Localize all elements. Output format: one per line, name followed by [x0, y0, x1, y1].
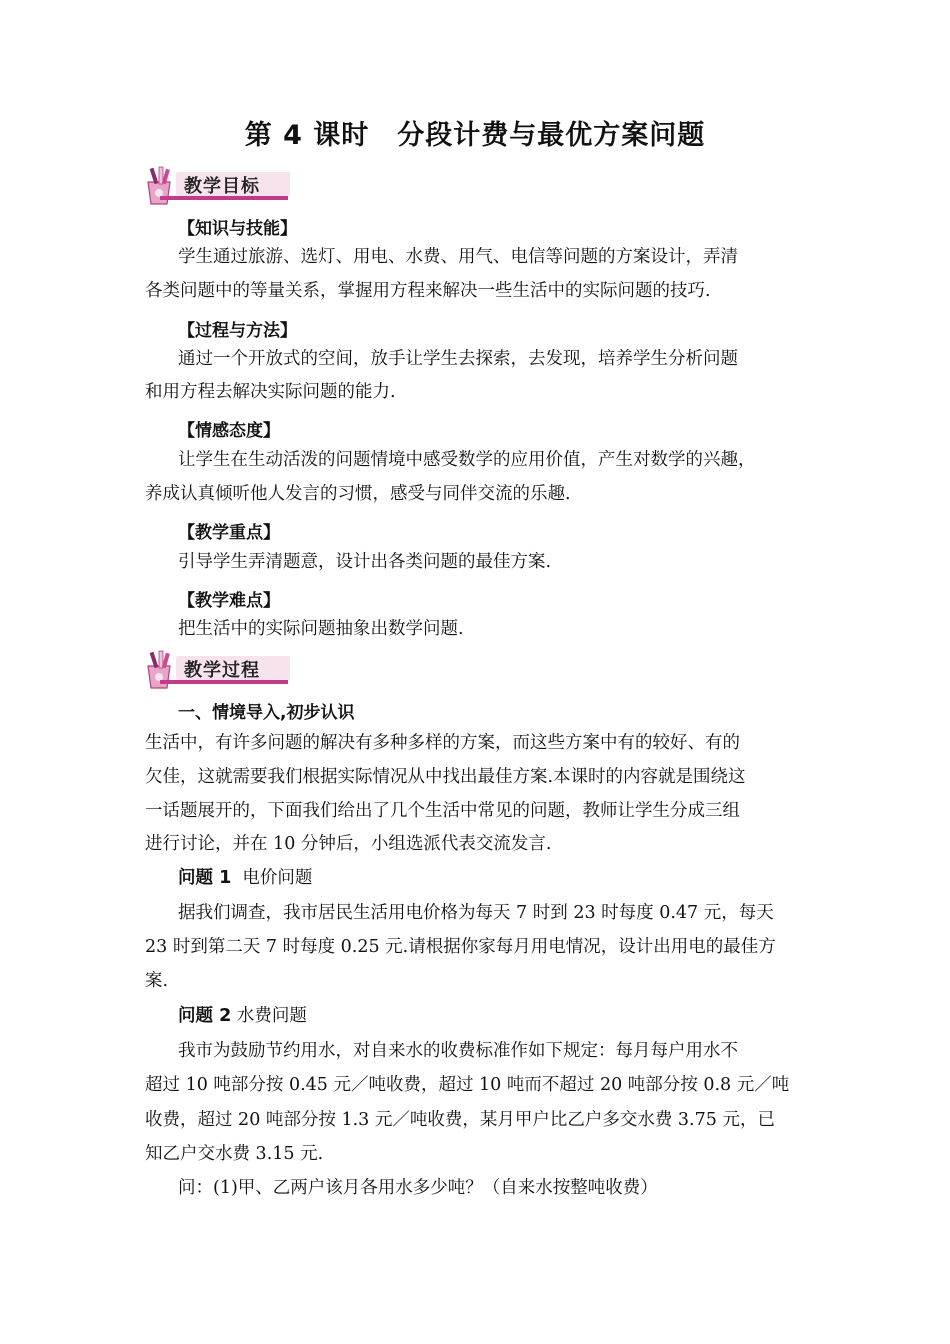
paragraph-line: 各类问题中的等量关系，掌握用方程来解决一些生活中的实际问题的技巧. — [145, 281, 711, 301]
heading-attitude: 【情感态度】 — [178, 421, 280, 441]
paragraph-line: 引导学生弄清题意，设计出各类问题的最佳方案. — [178, 552, 552, 572]
lesson-topic: 分段计费与最优方案问题 — [397, 120, 706, 151]
problem-2-heading — [178, 999, 307, 1033]
problem-title: 水费问题 — [236, 1006, 307, 1026]
paragraph-line: 超过 10 吨部分按 0.45 元／吨收费，超过 10 吨而不超过 20 吨部分按 0.8 元／吨 — [145, 1075, 790, 1095]
page-title — [0, 113, 950, 152]
heading-key-points: 【教学重点】 — [178, 523, 280, 543]
paragraph-line: 一话题展开的，下面我们给出了几个生活中常见的问题，教师让学生分成三组 — [145, 801, 740, 821]
paragraph-line: 进行讨论，并在 10 分钟后，小组选派代表交流发言. — [145, 834, 552, 854]
banner-label: 教学目标 — [184, 176, 260, 197]
paragraph-line: 据我们调查，我市居民生活用电价格为每天 7 时到 23 时每度 0.47 元，每天 — [178, 903, 774, 923]
problem-1-heading — [178, 861, 312, 895]
lesson-number: 第 4 课时 — [244, 120, 370, 151]
paragraph-line: 知乙户交水费 3.15 元. — [145, 1144, 324, 1164]
paragraph-line: 学生通过旅游、选灯、用电、水费、用气、电信等问题的方案设计，弄清 — [178, 247, 738, 267]
paragraph-line: 收费，超过 20 吨部分按 1.3 元／吨收费，某月甲户比乙户多交水费 3.75 元，已 — [145, 1110, 775, 1130]
paragraph-line: 23 时到第二天 7 时每度 0.25 元.请根据你家每月用电情况，设计出用电的最佳方 — [145, 937, 776, 957]
paragraph-line: 养成认真倾听他人发言的习惯，感受与同伴交流的乐趣. — [145, 484, 571, 504]
paragraph-line: 我市为鼓励节约用水，对自来水的收费标准作如下规定：每月每户用水不 — [178, 1041, 738, 1061]
paragraph-line: 和用方程去解决实际问题的能力. — [145, 382, 396, 402]
problem-label: 问题 2 — [178, 1006, 232, 1026]
paragraph-line: 欠佳，这就需要我们根据实际情况从中找出最佳方案.本课时的内容就是围绕这 — [145, 767, 746, 787]
heading-difficulties: 【教学难点】 — [178, 591, 280, 611]
heading-intro: 一、情境导入,初步认识 — [178, 703, 355, 723]
heading-process-method: 【过程与方法】 — [178, 321, 297, 341]
pencil-cup-icon — [142, 650, 188, 690]
section-banner-process — [142, 650, 292, 690]
paragraph-line: 通过一个开放式的空间，放手让学生去探索，去发现，培养学生分析问题 — [178, 349, 738, 369]
paragraph-line: 让学生在生动活泼的问题情境中感受数学的应用价值，产生对数学的兴趣， — [178, 450, 756, 470]
paragraph-line: 案. — [145, 971, 169, 991]
problem-label: 问题 1 — [178, 868, 232, 888]
heading-knowledge: 【知识与技能】 — [178, 219, 297, 239]
banner-label: 教学过程 — [184, 660, 260, 681]
paragraph-line: 生活中，有许多问题的解决有多种多样的方案，而这些方案中有的较好、有的 — [145, 733, 740, 753]
paragraph-line: 问：(1)甲、乙两户该月各用水多少吨？（自来水按整吨收费） — [178, 1178, 658, 1198]
problem-title: 电价问题 — [242, 868, 313, 888]
section-banner-goals — [142, 166, 292, 206]
pencil-cup-icon — [142, 166, 188, 206]
paragraph-line: 把生活中的实际问题抽象出数学问题. — [178, 619, 464, 639]
